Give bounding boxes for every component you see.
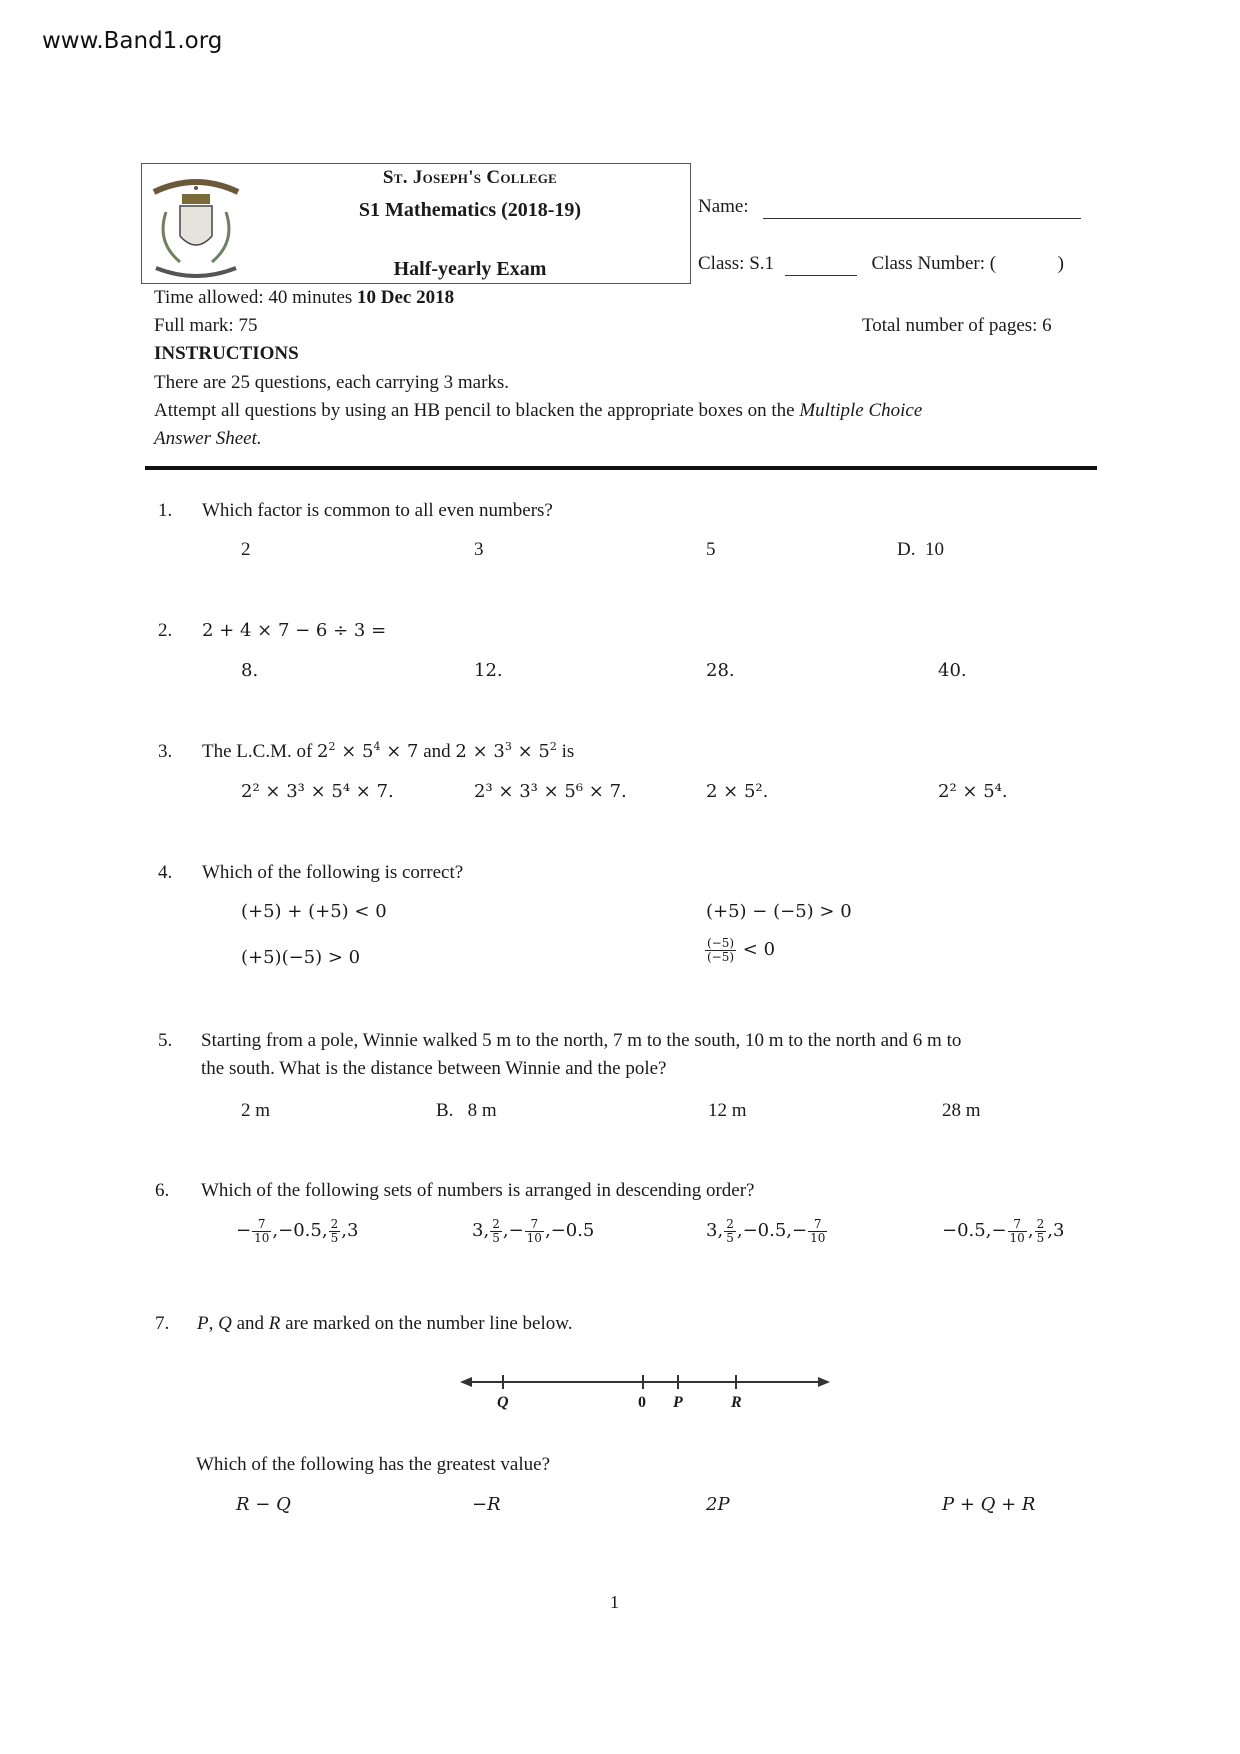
instruction-2-cont: Answer Sheet. — [154, 428, 262, 449]
number-line-label-p: P — [673, 1394, 683, 1411]
question-2-option-b: 12. — [474, 660, 503, 681]
question-2-option-d: 40. — [938, 660, 967, 681]
question-7-text: P, Q and R are marked on the number line below. — [197, 1313, 573, 1334]
question-2-text: 2 + 4 × 7 − 6 ÷ 3 = — [202, 620, 387, 641]
question-5-text-line2: the south. What is the distance between Winnie and the pole? — [201, 1058, 667, 1079]
class-field[interactable] — [698, 253, 1064, 276]
question-4-option-b: (+5) − (−5) > 0 — [706, 901, 852, 922]
number-line-label-r: R — [731, 1394, 742, 1411]
question-1-option-d: D. 10 — [897, 539, 944, 560]
page-number: 1 — [610, 1592, 619, 1612]
instructions-title: INSTRUCTIONS — [154, 343, 299, 364]
school-name: St. Joseph's College — [382, 167, 558, 188]
question-3-text: The L.C.M. of $2^2 \times 5^4 \times 7$ and $2 \times 3^3 \times 5^2$ is — [202, 740, 575, 762]
question-7-number: 7. — [155, 1313, 170, 1334]
question-1-option-c: 5 — [706, 539, 716, 560]
question-2-option-a: 8. — [241, 660, 259, 681]
question-5-option-d: 28 m — [942, 1100, 981, 1121]
question-5-number: 5. — [158, 1030, 173, 1051]
question-5-option-a: 2 m — [241, 1100, 271, 1121]
question-6-option-a: − $\frac{7}{10}$ ,−0.5, $\frac{2}{5}$ ,3 — [236, 1217, 359, 1245]
question-3-option-d: 2² × 5⁴. — [938, 781, 1008, 802]
exam-date: 10 Dec 2018 — [357, 287, 455, 308]
question-6-text: Which of the following sets of numbers is arranged in descending order? — [201, 1180, 755, 1201]
question-2-option-c: 28. — [706, 660, 735, 681]
question-4-option-a: (+5) + (+5) < 0 — [241, 901, 387, 922]
time-allowed-text: Time allowed: 40 minutes — [154, 287, 353, 308]
class-label: Class: S.1 — [698, 253, 775, 274]
question-3-option-c: 2 × 5². — [706, 781, 769, 802]
question-4-number: 4. — [158, 862, 173, 883]
question-3-number: 3. — [158, 741, 173, 762]
number-line-label-q: Q — [497, 1394, 509, 1411]
subject-title: S1 Mathematics (2018-19) — [358, 199, 582, 221]
question-3-prefix: The L.C.M. of — [202, 741, 313, 762]
question-3-option-b: 2³ × 3³ × 5⁶ × 7. — [474, 781, 627, 802]
name-label: Name: — [698, 196, 749, 217]
question-7-option-d: P + Q + R — [942, 1494, 1036, 1515]
question-4-fraction: $\frac{(-5)}{(-5)}$ — [707, 936, 735, 964]
name-input-line[interactable] — [763, 196, 1081, 219]
question-1-option-a: 2 — [241, 539, 251, 560]
instruction-1: There are 25 questions, each carrying 3 marks. — [154, 372, 510, 393]
section-divider — [145, 466, 1097, 470]
number-line-label-zero: 0 — [638, 1394, 646, 1411]
class-number-close: ) — [1057, 253, 1064, 274]
instruction-2-text: Attempt all questions by using an HB pencil to blacken the appropriate boxes on the — [154, 400, 795, 421]
question-3-option-a: 2² × 3³ × 5⁴ × 7. — [241, 781, 394, 802]
question-7-option-a: R − Q — [236, 1494, 291, 1515]
question-1-text: Which factor is common to all even numbers? — [202, 500, 553, 521]
exam-name: Half-yearly Exam — [393, 258, 547, 280]
watermark-url: www.Band1.org — [42, 28, 223, 54]
class-number-label: Class Number: ( — [871, 253, 997, 274]
question-5-option-b: B. 8 m — [436, 1100, 497, 1121]
question-4-option-d: $\frac{(-5)}{(-5)}$ < 0 — [707, 936, 776, 964]
class-input-line[interactable] — [785, 253, 857, 276]
question-6-option-c: 3, $\frac{2}{5}$ ,−0.5,− $\frac{7}{10}$ — [706, 1217, 826, 1245]
question-5-option-c: 12 m — [708, 1100, 747, 1121]
question-6-number: 6. — [155, 1180, 170, 1201]
question-6-option-b: 3, $\frac{2}{5}$ ,− $\frac{7}{10}$ ,−0.5 — [472, 1217, 595, 1245]
question-7-option-c: 2P — [706, 1494, 730, 1515]
full-mark: Full mark: 75 — [154, 315, 258, 336]
question-1-number: 1. — [158, 500, 173, 521]
name-field[interactable] — [698, 196, 1081, 219]
school-crest-icon — [146, 172, 246, 280]
question-2-number: 2. — [158, 620, 173, 641]
question-7-option-b: −R — [472, 1494, 501, 1515]
question-1-option-b: 3 — [474, 539, 484, 560]
question-7-subtext: Which of the following has the greatest value? — [196, 1454, 551, 1475]
instruction-2 — [154, 400, 922, 422]
question-6-option-d: −0.5,− $\frac{7}{10}$ , $\frac{2}{5}$ ,3 — [942, 1217, 1065, 1245]
time-allowed — [154, 287, 454, 309]
question-5-text-line1: Starting from a pole, Winnie walked 5 m to the north, 7 m to the south, 10 m to the north and 6 m to — [201, 1030, 962, 1051]
question-4-text: Which of the following is correct? — [202, 862, 464, 883]
question-4-option-c: (+5)(−5) > 0 — [241, 947, 361, 968]
instruction-2-italic: Multiple Choice — [799, 400, 923, 421]
total-pages: Total number of pages: 6 — [862, 315, 1052, 336]
